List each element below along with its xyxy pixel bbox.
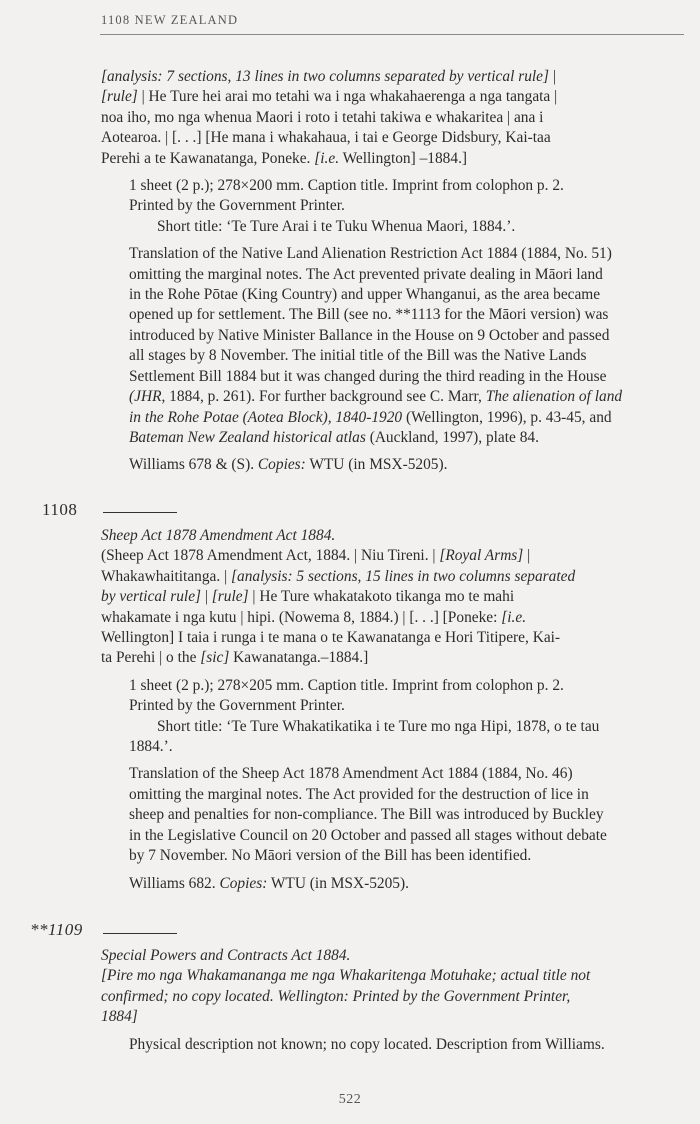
short-title: Short title: ‘Te Ture Arai i te Tuku Whenua Maori, 1884.’. [157, 217, 516, 235]
references: Williams 682. Copies: WTU (in MSX-5205). [129, 874, 409, 892]
references: Williams 678 & (S). Copies: WTU (in MSX-5205). [129, 456, 448, 474]
page-number: 522 [338, 1092, 362, 1107]
header-rule [100, 34, 684, 35]
physical-description: 1 sheet (2 p.); 278×205 mm. Caption title. Imprint from colophon p. 2. Printed by the Government Printer. Short title: ‘Te Ture Whakatikatika i te Ture mo nga Hipi, 1878, o te tau 1884.’. [101, 676, 683, 758]
title-line: Aotearoa. | [. . .] [He mana i whakahaua, i tai e George Didsbury, Kai-taa [101, 129, 551, 147]
title-line: [analysis: 7 sections, 13 lines in two columns separated by vertical rule] | [101, 68, 556, 85]
physical-description: Physical description not known; no copy located. Description from Williams. [129, 1035, 605, 1053]
entry-1108: Sheep Act 1878 Amendment Act 1884. (Sheep Act 1878 Amendment Act, 1884. | Niu Tireni. | [Royal Arms] | Whakawhaititanga. | [analysis: 5 sections, 15 lines in two columns separated by vertical rule] | [rule] | He Ture whakatakoto tikanga mo te mahi whakamate i nga kutu | hipi. (Nowema 8, 1884.) | [. . .] [Poneke: [i.e. Wellington] I taia i runga i te mana o te Kawanatanga e Hori Titipere, Kai- ta Perehi | o the [sic] Kawanatanga.–1884.] 1 sheet (2 p.); 278×205 mm. Caption title. Imprint from colophon p. 2. Printed by the Government Printer. Short title: ‘Te Ture Whakatikatika i te Ture mo nga Hipi, 1878, o te tau 1884.’. Translation of the Sheep Act 1878 Amendment Act 1884 (1884, No. 46) omitting the marginal notes. The Act provided for the destruction of lice in sheep and penalties for non-compliance. The Bill was introduced by Buckley in the Legislative Council on 20 October and passed all stages without debate by 7 November. No Māori version of the Bill has been identified. Williams 682. Copies: WTU (in MSX-5205). [101, 526, 683, 894]
short-title: Short title: ‘Te Ture Whakatikatika i te Ture mo nga Hipi, 1878, o te tau [157, 717, 600, 735]
physical-description: 1 sheet (2 p.); 278×200 mm. Caption title. Imprint from colophon p. 2. Printed by the Government Printer. Short title: ‘Te Ture Arai i te Tuku Whenua Maori, 1884.’. [101, 176, 683, 237]
entry-note: Translation of the Native Land Alienation Restriction Act 1884 (1884, No. 51) omitting the marginal notes. The Act prevented private dealing in Māori land in the Rohe Pōtae (King Country) and upper Whanganui, as the area became opened up for settlement. The Bill (see no. **1113 for the Māori version) was introduced by Native Minister Ballance in the House on 9 October and passed all stages by 8 November. The initial title of the Bill was the Native Lands Settlement Bill 1884 but it was changed during the third reading in the House (JHR, 1884, p. 261). For further background see C. Marr, The alienation of land in the Rohe Potae (Aotea Block), 1840-1920 (Wellington, 1996), p. 43-45, and Bateman New Zealand historical atlas (Auckland, 1997), plate 84. [129, 245, 623, 446]
title-line: Perehi a te Kawanatanga, Poneke. [i.e. Wellington] –1884.] [101, 149, 468, 167]
entry-title: Sheep Act 1878 Amendment Act 1884. [101, 527, 336, 544]
entry-dash [103, 512, 177, 513]
entry-1109: Special Powers and Contracts Act 1884. [Pire mo nga Whakamananga me nga Whakaritenga Motuhake; actual title not confirmed; no copy located. Wellington: Printed by the Government Printer, 1884] Physical description not known; no copy located. Description from Williams. [101, 946, 683, 1055]
entry-number: 1108 [42, 500, 78, 519]
entry-note: Translation of the Sheep Act 1878 Amendment Act 1884 (1884, No. 46) omitting the marginal notes. The Act provided for the destruction of lice in sheep and penalties for non-compliance. The Bill was introduced by Buckley in the Legislative Council on 20 October and passed all stages without debate by 7 November. No Māori version of the Bill has been identified. [129, 765, 607, 865]
entry-prev [101, 67, 683, 476]
title-line: noa iho, mo nga whenua Maori i roto i tetahi takiwa e whakaritea | ana i [101, 108, 544, 126]
entry-number: **1109 [30, 920, 83, 939]
entry-dash [103, 933, 177, 934]
title-line: [rule] | He Ture hei arai mo tetahi wa i nga whakahaerenga a nga tangata | [101, 88, 558, 106]
running-head: 1108 NEW ZEALAND [101, 13, 239, 27]
entry-title: Special Powers and Contracts Act 1884. [101, 947, 351, 964]
